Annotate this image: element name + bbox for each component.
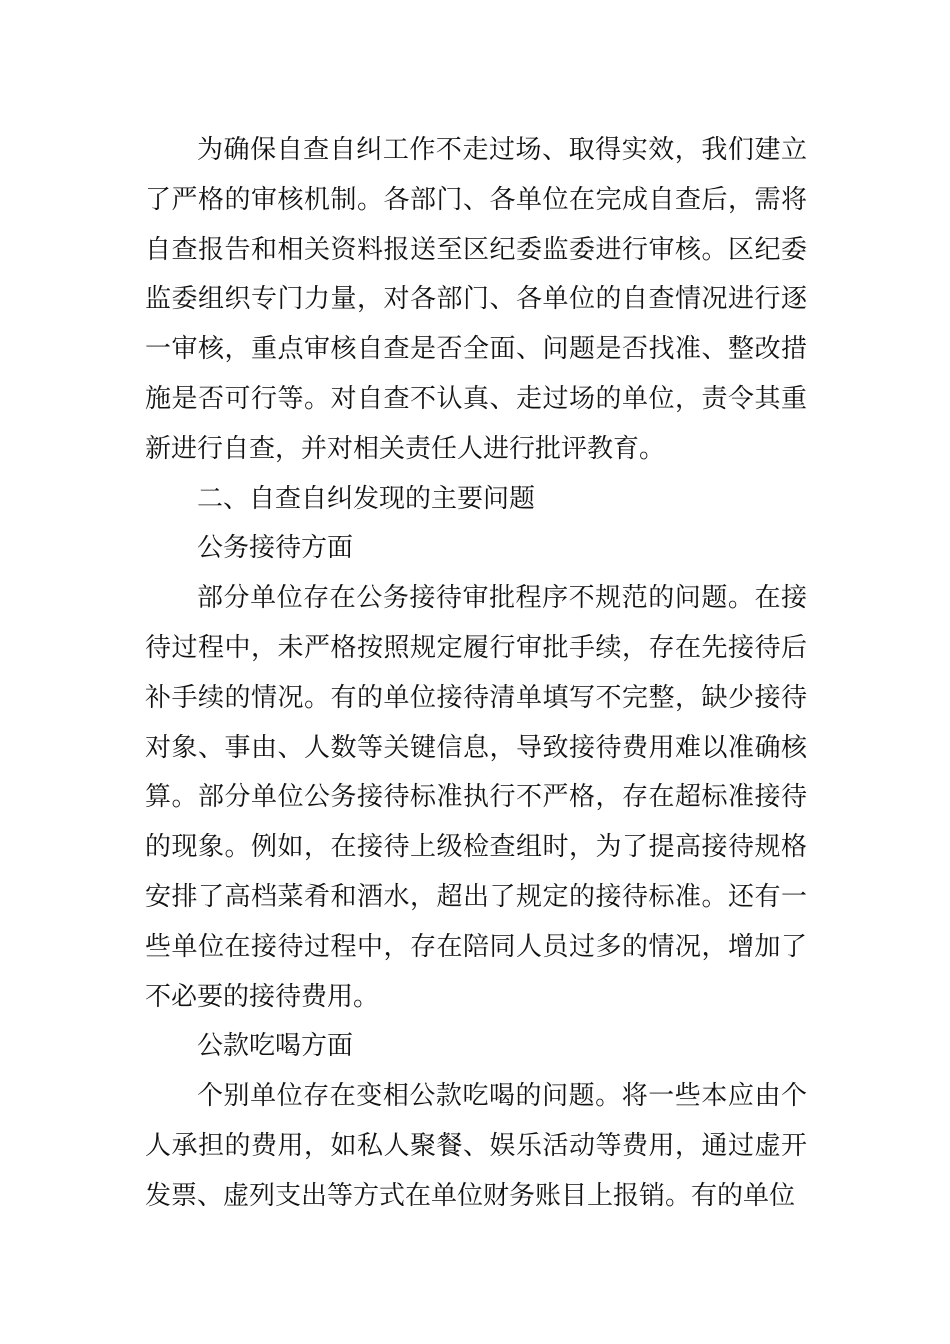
document-body <box>145 126 807 1222</box>
subheading-official-reception: 公务接待方面 <box>197 533 354 564</box>
paragraph-audit-mechanism: 为确保自查自纠工作不走过场、取得实效，我们建立了严格的审核机制。各部门、各单位在完成自查后，需将自查报告和相关资料报送至区纪委监委进行审核。区纪委监委组织专门力量，对各部门、各单位的自查情况进行逐一审核，重点审核自查是否全面、问题是否找准、整改措施是否可行等。对自查不认真、走过场的单位，责令其重新进行自查，并对相关责任人进行批评教育。 <box>145 135 807 464</box>
subheading-public-funds-dining: 公款吃喝方面 <box>197 1031 354 1062</box>
paragraph-public-funds-dining: 个别单位存在变相公款吃喝的问题。将一些本应由个人承担的费用，如私人聚餐、娱乐活动等费用，通过虚开发票、虚列支出等方式在单位财务账目上报销。有的单位 <box>145 1081 807 1211</box>
section-heading-main-problems: 二、自查自纠发现的主要问题 <box>197 483 536 514</box>
paragraph-official-reception: 部分单位存在公务接待审批程序不规范的问题。在接待过程中，未严格按照规定履行审批手续，存在先接待后补手续的情况。有的单位接待清单填写不完整，缺少接待对象、事由、人数等关键信息，导致接待费用难以准确核算。部分单位公务接待标准执行不严格，存在超标准接待的现象。例如，在接待上级检查组时，为了提高接待规格安排了高档菜肴和酒水，超出了规定的接待标准。还有一些单位在接待过程中，存在陪同人员过多的情况，增加了不必要的接待费用。 <box>145 583 807 1012</box>
